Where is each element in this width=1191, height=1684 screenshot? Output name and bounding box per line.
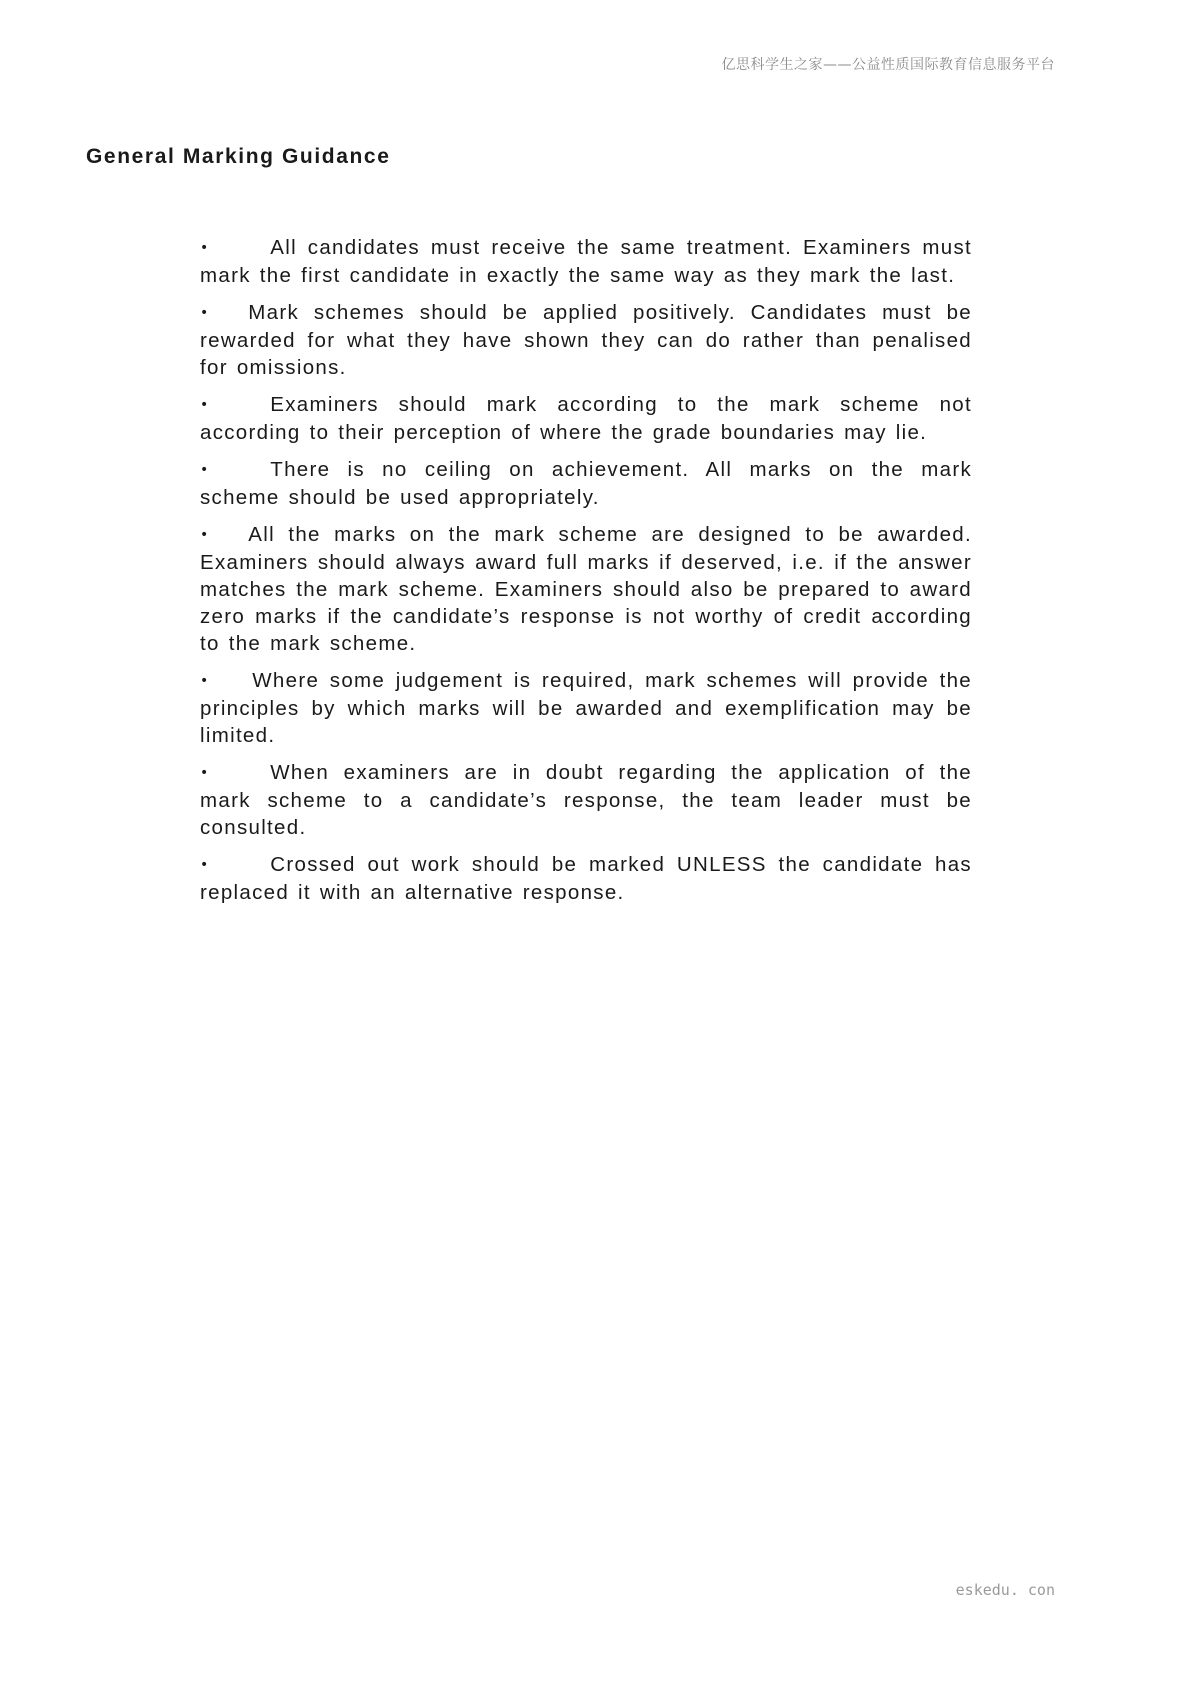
list-item — [200, 456, 972, 511]
list-item — [200, 299, 972, 381]
bullet-icon: • — [200, 673, 209, 689]
list-item-text: There is no ceiling on achievement. All marks on the mark scheme should be used appropriately. — [200, 458, 972, 509]
list-item — [200, 667, 972, 749]
bullet-icon: • — [200, 462, 209, 478]
list-item — [200, 851, 972, 906]
list-item — [200, 759, 972, 841]
bullet-icon: • — [200, 240, 209, 256]
bullet-icon: • — [200, 765, 209, 781]
list-item — [200, 234, 972, 289]
page-title: General Marking Guidance — [86, 145, 391, 168]
page-footer-watermark: eskedu. con — [955, 1581, 1055, 1599]
list-item — [200, 521, 972, 657]
page-header-watermark: 亿思科学生之家——公益性质国际教育信息服务平台 — [721, 57, 1055, 73]
bullet-icon: • — [200, 305, 209, 321]
list-item — [200, 391, 972, 446]
list-item-text: Mark schemes should be applied positively. Candidates must be rewarded for what they have shown they can do rather than penalised for omissions. — [200, 301, 972, 379]
list-item-text: All the marks on the mark scheme are designed to be awarded. Examiners should always award full marks if deserved, i.e. if the answer matches the mark scheme. Examiners should also be prepared to award zero marks if the candidate’s response is not worthy of credit according to the mark scheme. — [200, 523, 972, 655]
bullet-icon: • — [200, 397, 209, 413]
list-item-text: Where some judgement is required, mark schemes will provide the principles by which marks will be awarded and exemplification may be limited. — [200, 669, 972, 747]
list-item-text: Examiners should mark according to the mark scheme not according to their perception of where the grade boundaries may lie. — [200, 393, 972, 444]
guidance-list — [200, 234, 972, 916]
list-item-text: All candidates must receive the same treatment. Examiners must mark the first candidate in exactly the same way as they mark the last. — [200, 236, 972, 287]
list-item-text: When examiners are in doubt regarding the application of the mark scheme to a candidate’s response, the team leader must be consulted. — [200, 761, 972, 839]
list-item-text: Crossed out work should be marked UNLESS the candidate has replaced it with an alternative response. — [200, 853, 972, 904]
bullet-icon: • — [200, 857, 209, 873]
bullet-icon: • — [200, 527, 209, 543]
